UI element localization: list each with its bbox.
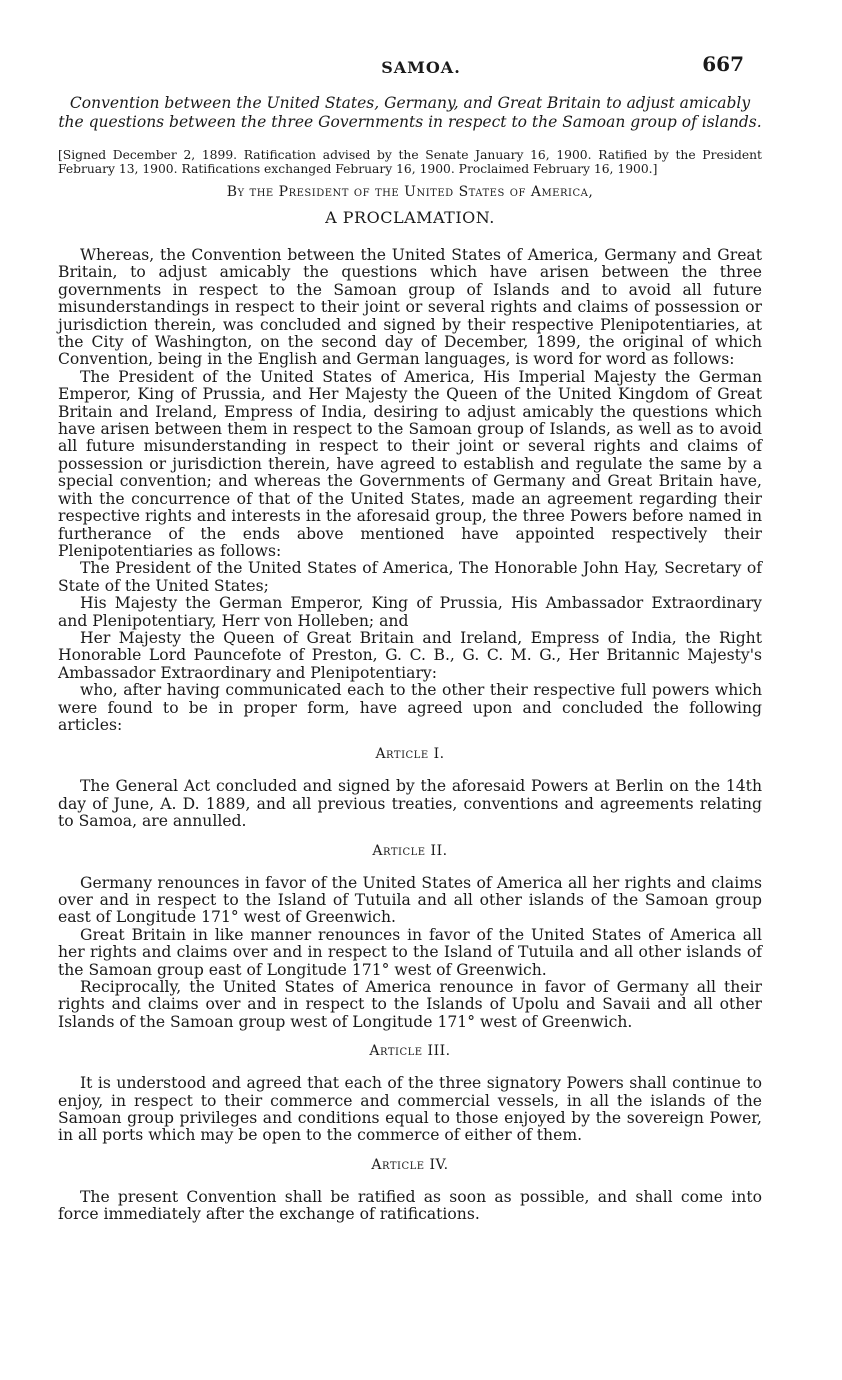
article-heading: Article I. [375, 746, 445, 763]
article-heading: Article IV. [371, 1156, 449, 1173]
article-paragraph: The General Act concluded and signed by the aforesaid Powers at Berlin on the 14th day of June, A. D. 1889, and all previous treaties, conventions and agreements relating to Samoa, are annulled. [58, 777, 762, 831]
document-body [58, 94, 762, 1224]
article-paragraph: The present Convention shall be ratified as soon as possible, and shall come into force immediately after the exchange of ratifications. [58, 1187, 762, 1224]
article-heading: Article II. [372, 842, 448, 859]
editorial-note: [Signed December 2, 1899. Ratification advised by the Senate January 16, 1900. Ratified by the President February 13, 1900. Ratifications exchanged February 16, 1900. Proclaimed February 16, 1900.] [58, 148, 762, 176]
preamble-paragraph: His Majesty the German Emperor, King of Prussia, His Ambassador Extraordinary and Plenipotentiary, Herr von Holleben; and [58, 594, 762, 630]
preamble-paragraph: The President of the United States of America, The Honorable John Hay, Secretary of State of the United States; [58, 559, 762, 595]
preamble-paragraph: Her Majesty the Queen of Great Britain and Ireland, Empress of India, the Right Honorable Lord Pauncefote of Preston, G. C. B., G. C. M. G., Her Britannic Majesty's Ambassador Extraordinary and Plenipotentiary: [58, 628, 762, 682]
article-paragraph: Germany renounces in favor of the United States of America all her rights and claims over and in respect to the Island of Tutuila and all other islands of the Samoan group east of Longitude 171° west of Greenwich. [58, 873, 762, 927]
running-head [0, 52, 842, 82]
document-title: Convention between the United States, Germany, and Great Britain to adjust amicably the questions between the three Governments in respect to the Samoan group of islands. [58, 94, 762, 131]
article-paragraph: It is understood and agreed that each of the three signatory Powers shall continue to enjoy, in respect to their commerce and commercial vessels, in all the islands of the Samoan group privileges and conditions equal to those enjoyed by the sovereign Power, in all ports which may be open to the commerce of either of them. [58, 1074, 762, 1145]
preamble-paragraph: who, after having communicated each to the other their respective full powers which were found to be in proper form, have agreed upon and concluded the following articles: [58, 681, 762, 734]
page-number: 667 [702, 52, 744, 76]
by-president-line: By the President of the United States of America, [226, 184, 594, 200]
article-paragraph: Reciprocally, the United States of America renounce in favor of Germany all their rights and claims over and in respect to the Islands of Upolu and Savaii and all other Islands of the Samoan group west of Longitude 171° west of Greenwich. [58, 978, 762, 1031]
proclamation-heading: A PROCLAMATION. [325, 208, 495, 227]
preamble-paragraph: Whereas, the Convention between the United States of America, Germany and Great Britain, to adjust amicably the questions which have arisen between the three governments in respect to the Samoan group of Islands and to avoid all future misunderstandings in respect to their joint or several rights and claims of possession or jurisdiction therein, was concluded and signed by their respective Plenipotentiaries, at the City of Washington, on the second day of December, 1899, the original of which Convention, being in the English and German languages, is word for word as follows: [58, 246, 762, 369]
article-heading: Article III. [369, 1043, 451, 1060]
article-paragraph: Great Britain in like manner renounces in favor of the United States of America all her rights and claims over and in respect to the Island of Tutuila and all other islands of the Samoan group east of Longitude 171° west of Greenwich. [58, 925, 762, 979]
preamble-paragraph: The President of the United States of America, His Imperial Majesty the German Emperor, King of Prussia, and Her Majesty the Queen of the United Kingdom of Great Britain and Ireland, Empress of India, desiring to adjust amicably the questions which have arisen between them in respect to the Samoan group of Islands, as well as to avoid all future misunderstanding in respect to their joint or several rights and claims of possession or jurisdiction therein, have agreed to establish and regulate the same by a special convention; and whereas the Governments of Germany and Great Britain have, with the concurrence of that of the United States, made an agreement regarding their respective rights and interests in the aforesaid group, the three Powers before named in furtherance of the ends above mentioned have appointed respectively their Plenipotentiaries as follows: [58, 367, 762, 560]
running-head-title: SAMOA. [381, 58, 461, 77]
